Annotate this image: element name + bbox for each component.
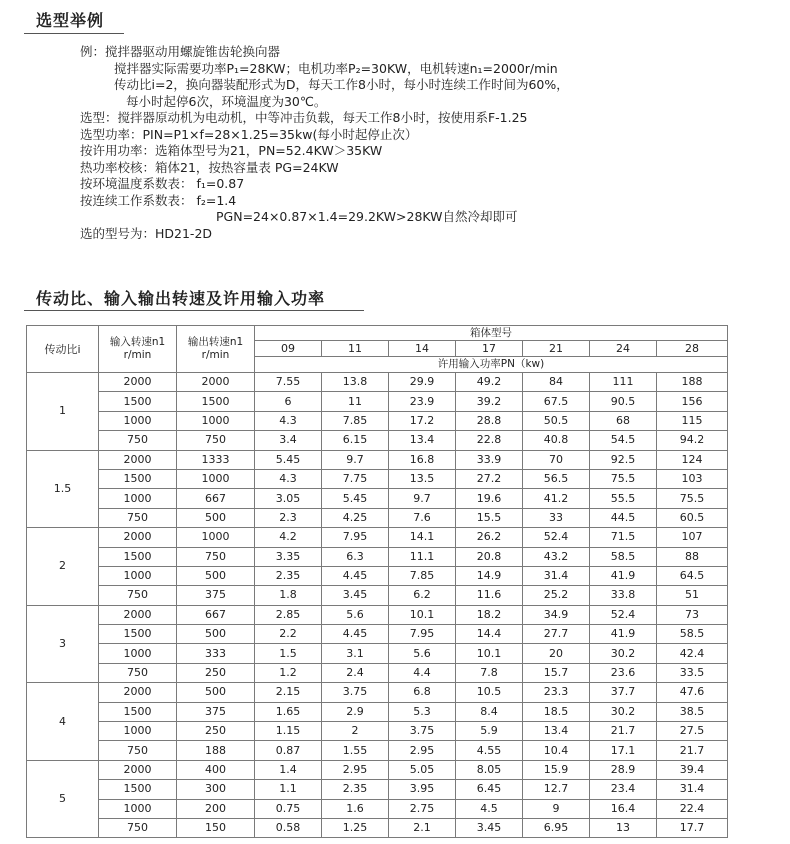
power-cell: 33.8: [590, 586, 657, 605]
output-speed-cell: 400: [177, 760, 255, 779]
power-cell: 7.85: [322, 411, 389, 430]
power-cell: 124: [657, 450, 728, 469]
power-cell: 70: [523, 450, 590, 469]
power-cell: 41.2: [523, 489, 590, 508]
power-cell: 10.4: [523, 741, 590, 760]
power-cell: 75.5: [590, 469, 657, 488]
power-cell: 2.2: [255, 625, 322, 644]
table-row: [27, 644, 728, 663]
power-cell: 68: [590, 411, 657, 430]
power-cell: 39.4: [657, 760, 728, 779]
power-cell: 188: [657, 373, 728, 392]
power-cell: 11: [322, 392, 389, 411]
box-model-cell: 24: [590, 341, 657, 357]
power-cell: 6.45: [456, 780, 523, 799]
power-cell: 22.4: [657, 799, 728, 818]
output-speed-cell: 375: [177, 586, 255, 605]
section-rule-table: [24, 310, 364, 311]
power-cell: 7.95: [322, 528, 389, 547]
power-cell: 23.4: [590, 780, 657, 799]
table-row: [27, 683, 728, 702]
table-row: [27, 780, 728, 799]
power-cell: 88: [657, 547, 728, 566]
example-line: 按环境温度系数表： f₁=0.87: [80, 176, 245, 191]
table-row: [27, 605, 728, 624]
ratio-cell: 1: [27, 373, 99, 451]
table-row: [27, 373, 728, 392]
power-cell: 30.2: [590, 644, 657, 663]
power-cell: 13.8: [322, 373, 389, 392]
power-cell: 3.45: [456, 818, 523, 837]
power-cell: 33.9: [456, 450, 523, 469]
power-cell: 5.6: [389, 644, 456, 663]
power-cell: 16.8: [389, 450, 456, 469]
example-line: 按连续工作系数表： f₂=1.4: [80, 192, 237, 208]
power-cell: 13.4: [389, 431, 456, 450]
power-cell: 3.1: [322, 644, 389, 663]
power-cell: 37.7: [590, 683, 657, 702]
power-cell: 2.35: [322, 780, 389, 799]
power-cell: 18.2: [456, 605, 523, 624]
power-cell: 92.5: [590, 450, 657, 469]
input-speed-cell: 750: [99, 431, 177, 450]
power-cell: 5.45: [322, 489, 389, 508]
input-speed-cell: 2000: [99, 760, 177, 779]
ratio-cell: 2: [27, 528, 99, 606]
input-speed-cell: 750: [99, 818, 177, 837]
table-row: [27, 566, 728, 585]
power-cell: 94.2: [657, 431, 728, 450]
power-cell: 27.5: [657, 722, 728, 741]
input-speed-cell: 1500: [99, 780, 177, 799]
power-cell: 6.95: [523, 818, 590, 837]
power-cell: 41.9: [590, 566, 657, 585]
power-cell: 9.7: [389, 489, 456, 508]
power-cell: 8.4: [456, 702, 523, 721]
power-cell: 7.55: [255, 373, 322, 392]
power-cell: 12.7: [523, 780, 590, 799]
power-cell: 27.7: [523, 625, 590, 644]
output-speed-cell: 300: [177, 780, 255, 799]
table-row: [27, 431, 728, 450]
example-line: 按许用功率：选箱体型号为21，PN=52.4KW＞35KW: [80, 143, 383, 158]
selection-table: [26, 325, 728, 838]
power-cell: 52.4: [590, 605, 657, 624]
power-cell: 64.5: [657, 566, 728, 585]
power-cell: 2.85: [255, 605, 322, 624]
input-speed-cell: 1500: [99, 702, 177, 721]
box-model-cell: 11: [322, 341, 389, 357]
power-cell: 115: [657, 411, 728, 430]
power-cell: 23.6: [590, 663, 657, 682]
power-cell: 26.2: [456, 528, 523, 547]
power-cell: 58.5: [657, 625, 728, 644]
power-cell: 4.55: [456, 741, 523, 760]
power-cell: 2: [322, 722, 389, 741]
power-cell: 73: [657, 605, 728, 624]
table-row: [27, 508, 728, 527]
power-cell: 17.7: [657, 818, 728, 837]
power-cell: 7.85: [389, 566, 456, 585]
power-cell: 14.1: [389, 528, 456, 547]
power-cell: 0.75: [255, 799, 322, 818]
power-cell: 7.75: [322, 469, 389, 488]
power-cell: 22.8: [456, 431, 523, 450]
power-cell: 2.35: [255, 566, 322, 585]
input-speed-cell: 750: [99, 508, 177, 527]
ratio-header: 传动比i: [27, 326, 99, 373]
output-speed-cell: 200: [177, 799, 255, 818]
input-speed-cell: 1500: [99, 547, 177, 566]
example-line: 例：搅拌器驱动用螺旋锥齿轮换向器: [80, 44, 281, 59]
power-cell: 15.5: [456, 508, 523, 527]
power-cell: 5.45: [255, 450, 322, 469]
table-row: [27, 392, 728, 411]
power-cell: 1.8: [255, 586, 322, 605]
power-cell: 17.2: [389, 411, 456, 430]
power-cell: 1.6: [322, 799, 389, 818]
section-title-table: 传动比、输入输出转速及许用输入功率: [36, 289, 326, 308]
input-speed-cell: 2000: [99, 450, 177, 469]
table-row: [27, 760, 728, 779]
input-speed-cell: 1000: [99, 799, 177, 818]
table-row: [27, 489, 728, 508]
table-header-row: [27, 326, 728, 341]
power-cell: 111: [590, 373, 657, 392]
output-speed-cell: 1000: [177, 469, 255, 488]
power-cell: 84: [523, 373, 590, 392]
ratio-cell: 5: [27, 760, 99, 838]
power-cell: 6: [255, 392, 322, 411]
power-cell: 71.5: [590, 528, 657, 547]
power-cell: 15.9: [523, 760, 590, 779]
power-cell: 1.2: [255, 663, 322, 682]
power-cell: 1.4: [255, 760, 322, 779]
power-cell: 38.5: [657, 702, 728, 721]
power-cell: 3.4: [255, 431, 322, 450]
input-speed-cell: 1000: [99, 644, 177, 663]
power-cell: 7.6: [389, 508, 456, 527]
power-cell: 49.2: [456, 373, 523, 392]
power-cell: 10.5: [456, 683, 523, 702]
output-speed-cell: 500: [177, 508, 255, 527]
example-line: 选型：搅拌器原动机为电动机，中等冲击负载，每天工作8小时，按使用系F-1.25: [80, 110, 528, 125]
power-cell: 3.75: [389, 722, 456, 741]
power-cell: 5.6: [322, 605, 389, 624]
power-cell: 29.9: [389, 373, 456, 392]
power-cell: 2.95: [389, 741, 456, 760]
table-row: [27, 818, 728, 837]
power-cell: 3.95: [389, 780, 456, 799]
box-model-header: 箱体型号: [255, 326, 728, 341]
output-speed-cell: 250: [177, 722, 255, 741]
output-speed-cell: 500: [177, 683, 255, 702]
input-speed-cell: 1000: [99, 722, 177, 741]
power-cell: 14.4: [456, 625, 523, 644]
table-row: [27, 702, 728, 721]
power-cell: 10.1: [456, 644, 523, 663]
section-title-example: 选型举例: [36, 11, 105, 30]
power-header: 许用输入功率PN（kw): [255, 357, 728, 373]
power-cell: 28.9: [590, 760, 657, 779]
power-cell: 9: [523, 799, 590, 818]
power-cell: 10.1: [389, 605, 456, 624]
power-cell: 13: [590, 818, 657, 837]
table-row: [27, 547, 728, 566]
power-cell: 16.4: [590, 799, 657, 818]
output-speed-cell: 667: [177, 605, 255, 624]
power-cell: 21.7: [590, 722, 657, 741]
power-cell: 50.5: [523, 411, 590, 430]
power-cell: 58.5: [590, 547, 657, 566]
box-model-cell: 21: [523, 341, 590, 357]
power-cell: 19.6: [456, 489, 523, 508]
output-speed-cell: 750: [177, 431, 255, 450]
power-cell: 2.9: [322, 702, 389, 721]
input-speed-cell: 1500: [99, 625, 177, 644]
input-speed-cell: 1000: [99, 411, 177, 430]
output-speed-cell: 375: [177, 702, 255, 721]
power-cell: 2.95: [322, 760, 389, 779]
input-speed-header: 输入转速n1 r/min: [99, 326, 177, 373]
power-cell: 4.4: [389, 663, 456, 682]
power-cell: 0.87: [255, 741, 322, 760]
power-cell: 43.2: [523, 547, 590, 566]
power-cell: 55.5: [590, 489, 657, 508]
power-cell: 54.5: [590, 431, 657, 450]
output-speed-cell: 2000: [177, 373, 255, 392]
power-cell: 17.1: [590, 741, 657, 760]
box-model-cell: 28: [657, 341, 728, 357]
power-cell: 1.65: [255, 702, 322, 721]
example-line: PGN=24×0.87×1.4=29.2KW>28KW自然冷却即可: [216, 209, 518, 224]
input-speed-cell: 1000: [99, 489, 177, 508]
power-cell: 1.15: [255, 722, 322, 741]
power-cell: 56.5: [523, 469, 590, 488]
output-speed-cell: 188: [177, 741, 255, 760]
power-cell: 6.3: [322, 547, 389, 566]
power-cell: 90.5: [590, 392, 657, 411]
example-text-block: [80, 44, 760, 242]
power-cell: 4.45: [322, 566, 389, 585]
power-cell: 42.4: [657, 644, 728, 663]
power-cell: 6.2: [389, 586, 456, 605]
power-cell: 6.8: [389, 683, 456, 702]
example-line: 热功率校核：箱体21，按热容量表 PG=24KW: [80, 159, 339, 175]
example-line: 每小时起停6次，环境温度为30℃。: [126, 93, 327, 109]
power-cell: 28.8: [456, 411, 523, 430]
power-cell: 13.5: [389, 469, 456, 488]
example-line: 搅拌器实际需要功率P₁=28KW；电机功率P₂=30KW，电机转速n₁=2000r/min: [114, 60, 558, 76]
table-row: [27, 528, 728, 547]
table-row: [27, 586, 728, 605]
power-cell: 20: [523, 644, 590, 663]
output-speed-cell: 150: [177, 818, 255, 837]
ratio-cell: 1.5: [27, 450, 99, 528]
power-cell: 2.1: [389, 818, 456, 837]
power-cell: 107: [657, 528, 728, 547]
power-cell: 9.7: [322, 450, 389, 469]
power-cell: 33: [523, 508, 590, 527]
table-row: [27, 450, 728, 469]
power-cell: 156: [657, 392, 728, 411]
power-cell: 13.4: [523, 722, 590, 741]
input-speed-cell: 750: [99, 586, 177, 605]
box-model-cell: 17: [456, 341, 523, 357]
example-line: 选的型号为：HD21-2D: [80, 225, 213, 241]
input-speed-cell: 750: [99, 663, 177, 682]
power-cell: 11.1: [389, 547, 456, 566]
output-speed-cell: 1333: [177, 450, 255, 469]
power-cell: 3.75: [322, 683, 389, 702]
power-cell: 23.9: [389, 392, 456, 411]
power-cell: 40.8: [523, 431, 590, 450]
power-cell: 5.3: [389, 702, 456, 721]
output-speed-header: 输出转速n1 r/min: [177, 326, 255, 373]
power-cell: 3.35: [255, 547, 322, 566]
power-cell: 2.15: [255, 683, 322, 702]
table-row: [27, 663, 728, 682]
power-cell: 1.1: [255, 780, 322, 799]
output-speed-cell: 1000: [177, 528, 255, 547]
power-cell: 18.5: [523, 702, 590, 721]
box-model-cell: 14: [389, 341, 456, 357]
power-cell: 44.5: [590, 508, 657, 527]
power-cell: 25.2: [523, 586, 590, 605]
power-cell: 15.7: [523, 663, 590, 682]
power-cell: 0.58: [255, 818, 322, 837]
power-cell: 103: [657, 469, 728, 488]
power-cell: 67.5: [523, 392, 590, 411]
power-cell: 6.15: [322, 431, 389, 450]
power-cell: 1.25: [322, 818, 389, 837]
input-speed-cell: 2000: [99, 373, 177, 392]
power-cell: 7.8: [456, 663, 523, 682]
power-cell: 4.3: [255, 411, 322, 430]
output-speed-cell: 500: [177, 625, 255, 644]
output-speed-cell: 750: [177, 547, 255, 566]
power-cell: 5.05: [389, 760, 456, 779]
power-cell: 7.95: [389, 625, 456, 644]
ratio-cell: 3: [27, 605, 99, 683]
output-speed-cell: 333: [177, 644, 255, 663]
example-line: 选型功率：PIN=P1×f=28×1.25=35kw(每小时起停止次）: [80, 126, 418, 142]
ratio-cell: 4: [27, 683, 99, 761]
table-row: [27, 469, 728, 488]
section-rule-example: [24, 33, 124, 34]
selection-table-body: [27, 326, 728, 838]
power-cell: 34.9: [523, 605, 590, 624]
input-speed-cell: 2000: [99, 528, 177, 547]
power-cell: 11.6: [456, 586, 523, 605]
power-cell: 4.45: [322, 625, 389, 644]
power-cell: 60.5: [657, 508, 728, 527]
power-cell: 31.4: [657, 780, 728, 799]
power-cell: 51: [657, 586, 728, 605]
input-speed-cell: 2000: [99, 605, 177, 624]
power-cell: 23.3: [523, 683, 590, 702]
power-cell: 4.2: [255, 528, 322, 547]
power-cell: 2.75: [389, 799, 456, 818]
table-row: [27, 625, 728, 644]
power-cell: 33.5: [657, 663, 728, 682]
power-cell: 4.3: [255, 469, 322, 488]
power-cell: 3.45: [322, 586, 389, 605]
power-cell: 21.7: [657, 741, 728, 760]
power-cell: 47.6: [657, 683, 728, 702]
input-speed-cell: 750: [99, 741, 177, 760]
example-line: 传动比i=2，换向器装配形式为D，每天工作8小时，每小时连续工作时间为60%，: [114, 77, 569, 92]
power-cell: 30.2: [590, 702, 657, 721]
output-speed-cell: 500: [177, 566, 255, 585]
power-cell: 2.4: [322, 663, 389, 682]
power-cell: 20.8: [456, 547, 523, 566]
power-cell: 27.2: [456, 469, 523, 488]
power-cell: 5.9: [456, 722, 523, 741]
input-speed-cell: 1000: [99, 566, 177, 585]
power-cell: 4.25: [322, 508, 389, 527]
power-cell: 14.9: [456, 566, 523, 585]
output-speed-cell: 1500: [177, 392, 255, 411]
input-speed-cell: 1500: [99, 392, 177, 411]
table-row: [27, 799, 728, 818]
power-cell: 31.4: [523, 566, 590, 585]
power-cell: 4.5: [456, 799, 523, 818]
power-cell: 3.05: [255, 489, 322, 508]
input-speed-cell: 1500: [99, 469, 177, 488]
table-row: [27, 722, 728, 741]
power-cell: 41.9: [590, 625, 657, 644]
power-cell: 1.5: [255, 644, 322, 663]
power-cell: 1.55: [322, 741, 389, 760]
power-cell: 52.4: [523, 528, 590, 547]
output-speed-cell: 667: [177, 489, 255, 508]
table-row: [27, 741, 728, 760]
output-speed-cell: 250: [177, 663, 255, 682]
input-speed-cell: 2000: [99, 683, 177, 702]
box-model-cell: 09: [255, 341, 322, 357]
power-cell: 39.2: [456, 392, 523, 411]
power-cell: 75.5: [657, 489, 728, 508]
table-row: [27, 411, 728, 430]
output-speed-cell: 1000: [177, 411, 255, 430]
power-cell: 2.3: [255, 508, 322, 527]
power-cell: 8.05: [456, 760, 523, 779]
